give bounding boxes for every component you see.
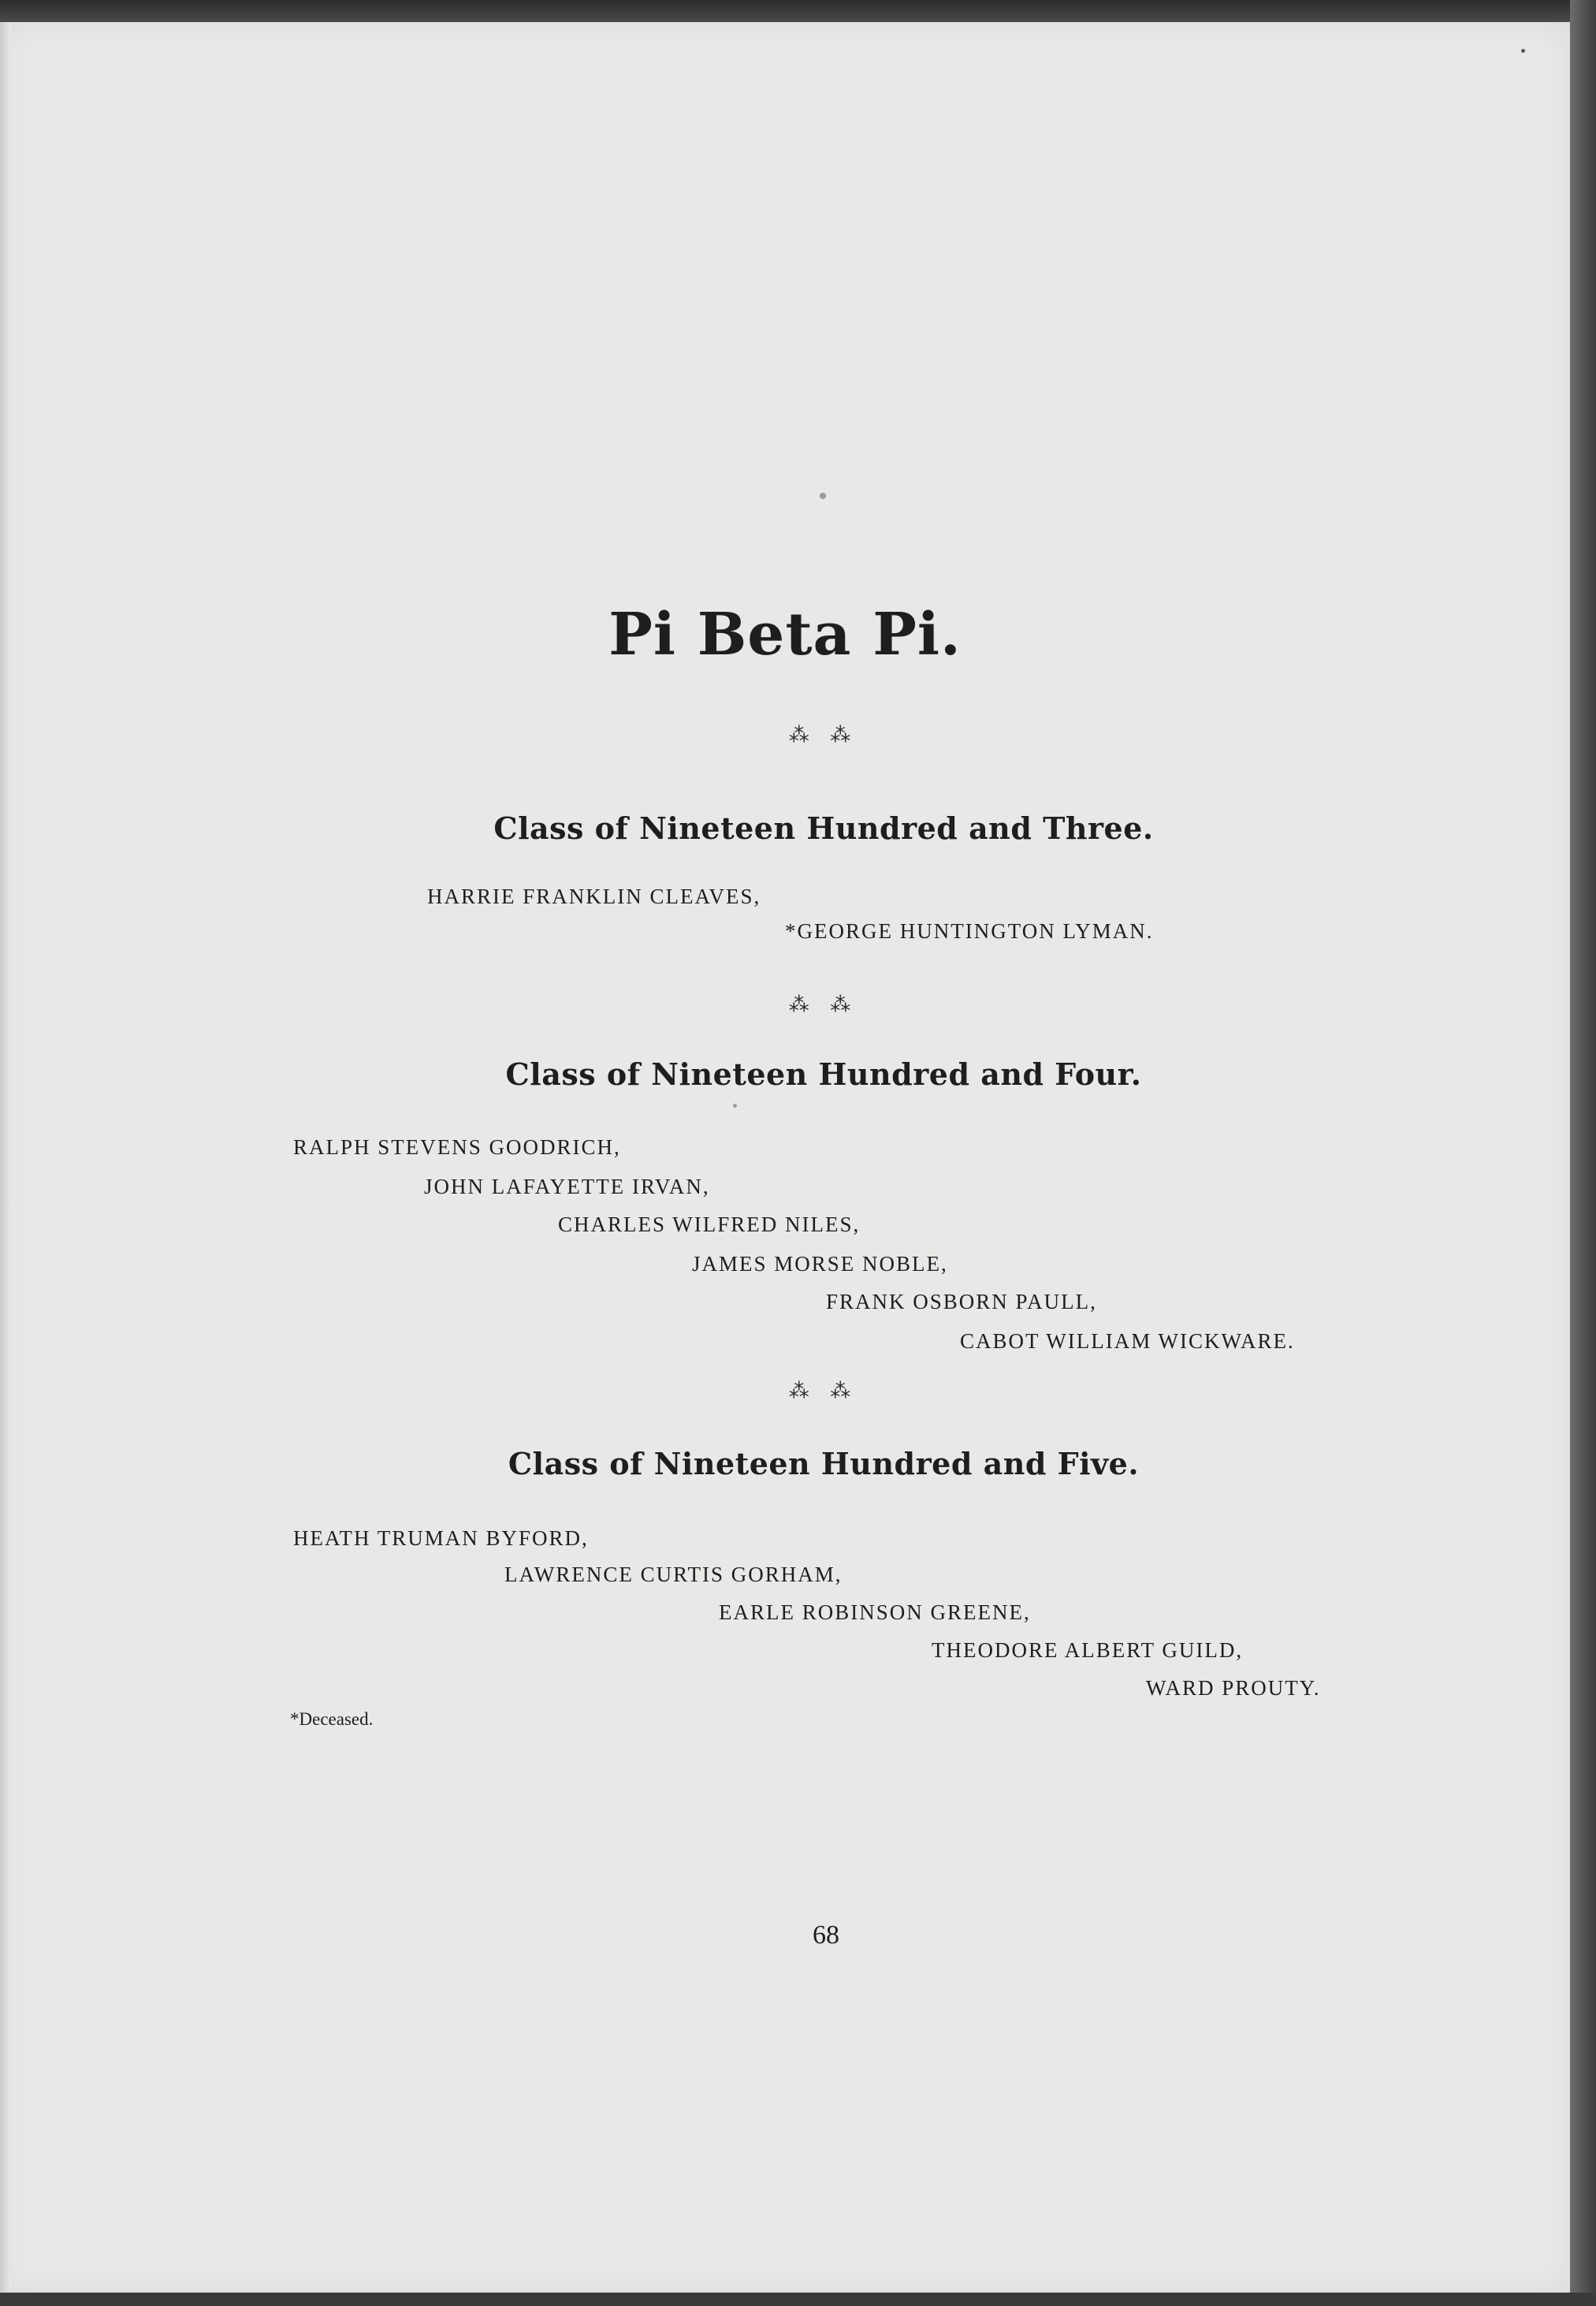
page-title: Pi Beta Pi. [608,601,962,669]
section-heading-1903: Class of Nineteen Hundred and Three. [493,810,1154,846]
section-heading-1904: Class of Nineteen Hundred and Four. [505,1056,1142,1092]
member-name: *GEORGE HUNTINGTON LYMAN. [785,919,1154,943]
ornament-divider: ⁂ ⁂ [788,1380,859,1403]
member-name: FRANK OSBORN PAULL, [826,1290,1097,1313]
scan-top-edge [0,0,1596,22]
member-name: JAMES MORSE NOBLE, [692,1252,948,1276]
ornament-divider: ⁂ ⁂ [788,993,859,1016]
scan-right-edge [1570,0,1596,2306]
paper-speck [820,493,826,499]
scan-left-edge [0,22,11,2293]
member-name: THEODORE ALBERT GUILD, [932,1638,1244,1662]
member-name: LAWRENCE CURTIS GORHAM, [504,1563,843,1586]
member-name: HARRIE FRANKLIN CLEAVES, [427,885,761,908]
member-name: WARD PROUTY. [1146,1676,1321,1700]
page-number: 68 [813,1920,839,1950]
ornament-divider: ⁂ ⁂ [788,724,859,747]
member-name: EARLE ROBINSON GREENE, [719,1600,1031,1624]
section-heading-1905: Class of Nineteen Hundred and Five. [508,1446,1140,1481]
member-name: CHARLES WILFRED NILES, [558,1213,861,1236]
paper-speck [1521,49,1525,53]
footnote: *Deceased. [290,1709,374,1729]
paper-speck [733,1104,737,1108]
scan-bottom-edge [0,2293,1596,2306]
member-name: HEATH TRUMAN BYFORD, [293,1526,589,1550]
member-name: CABOT WILLIAM WICKWARE. [960,1329,1295,1353]
member-name: RALPH STEVENS GOODRICH, [293,1135,621,1159]
member-name: JOHN LAFAYETTE IRVAN, [424,1175,710,1198]
book-page [0,22,1570,2293]
